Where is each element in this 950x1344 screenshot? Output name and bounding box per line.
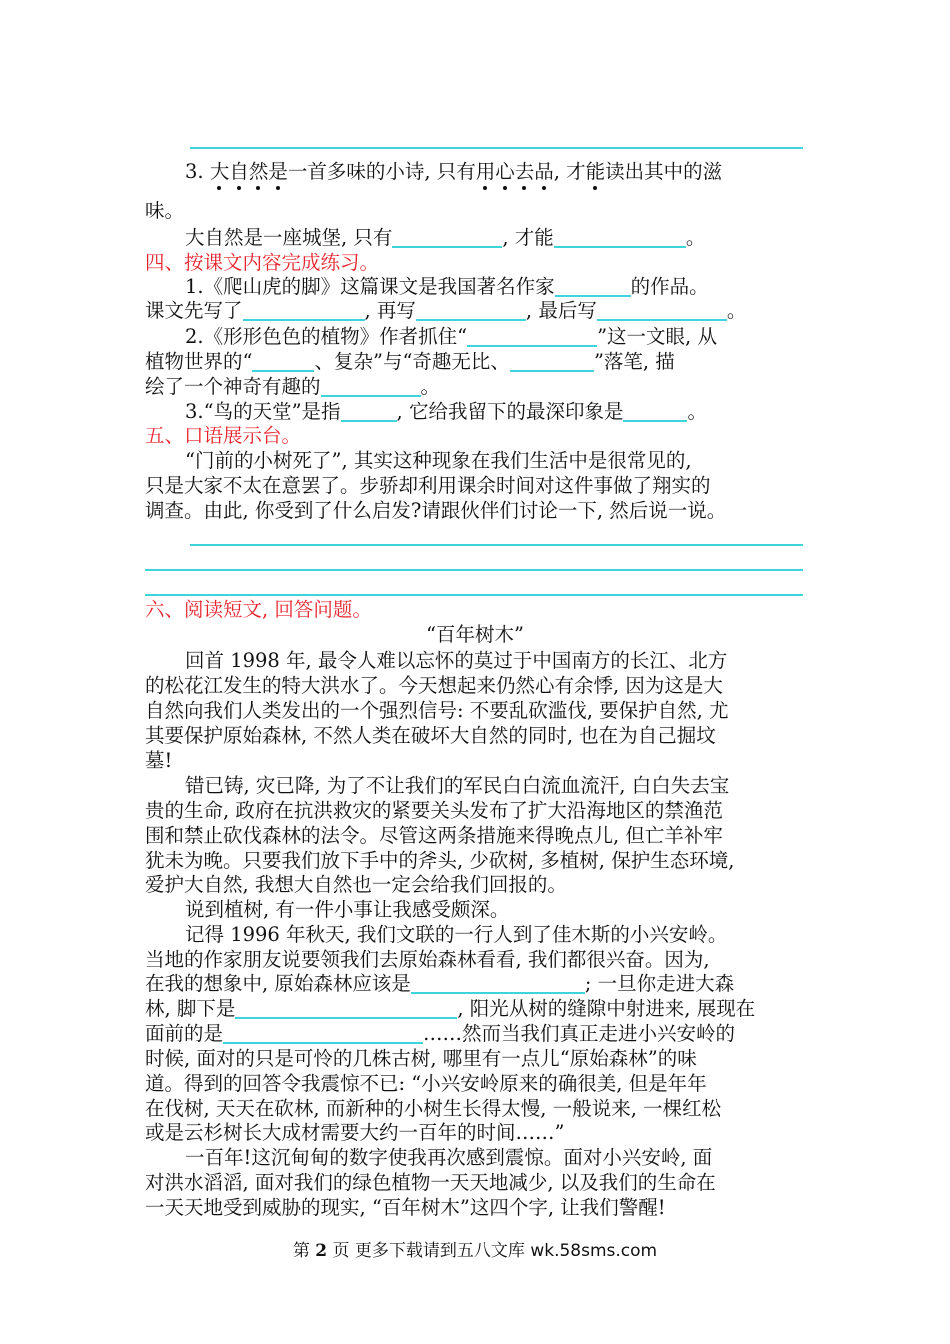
article-line: 道。得到的回答令我震惊不已: “小兴安岭原来的确很美, 但是年年 [145,1072,707,1095]
article-line: 错已铸, 灾已降, 为了不让我们的军民白白流血流汗, 白白失去宝 [185,774,730,797]
fill-blank[interactable] [252,350,314,372]
article-line: 记得 1996 年秋天, 我们文联的一行人到了佳木斯的小兴安岭。 [185,923,728,946]
article-line: 贵的生命, 政府在抗洪救灾的紧要关头发布了扩大沿海地区的禁渔范 [145,799,723,822]
article-line: 墓! [145,749,173,772]
fill-blank[interactable] [416,299,526,321]
fill-blank[interactable] [243,299,365,321]
question-3-line: 3. 大自然是 一首多味的小诗, 只有用心去品 , 才能 读出其中的滋 [145,160,845,184]
answer-line[interactable] [145,569,803,571]
fill-blank[interactable] [623,400,687,422]
section-4-q2: 2.《形形色色的植物》作者抓住“ ”这一文眼, 从 [185,325,717,348]
section-4-q2-cont: 植物世界的“ 、复杂”与“奇趣无比、 ”落笔, 描 [145,350,675,373]
fill-blank[interactable] [341,400,397,422]
emphasis-dotted-text: 大自然是 [210,160,288,183]
page-number: 2 [315,1241,328,1261]
answer-line[interactable] [190,147,803,149]
section-5-text: “门前的小树死了”, 其实这种现象在我们生活中是很常见的, [185,449,692,472]
article-line: 当地的作家朋友说要领我们去原始森林看看, 我们都很兴奋。因为, [145,948,710,971]
article-fill-line: 林, 脚下是 , 阳光从树的缝隙中射进来, 展现在 [145,997,756,1020]
article-line: 一天天地受到威胁的现实, “百年树木”这四个字, 让我们警醒! [145,1196,666,1219]
section-6-heading: 六、阅读短文, 回答问题。 [145,598,372,621]
emphasis-dotted-text: 能 [586,160,606,183]
article-title: “百年树木” [426,623,524,646]
fill-blank[interactable] [467,325,597,347]
fill-blank[interactable] [235,997,457,1019]
question-3-answer: 大自然是一座城堡, 只有 , 才能 。 [185,226,706,249]
article-line: 围和禁止砍伐森林的法令。尽管这两条措施来得晚点儿, 但亡羊补牢 [145,824,723,847]
fill-blank[interactable] [554,226,686,248]
section-4-heading: 四、按课文内容完成练习。 [145,251,380,274]
fill-blank[interactable] [223,1022,423,1044]
fill-blank[interactable] [510,350,594,372]
fill-blank[interactable] [555,275,631,297]
fill-blank[interactable] [597,299,727,321]
article-line: 自然向我们人类发出的一个强烈信号: 不要乱砍滥伐, 要保护自然, 尤 [145,699,729,722]
article-line: 犹未为晚。只要我们放下手中的斧头, 少砍树, 多植树, 保护生态环境, [145,849,735,872]
section-4-q1-cont: 课文先写了 , 再写 , 最后写 。 [145,299,747,322]
article-fill-line: 面前的是 ……然而当我们真正走进小兴安岭的 [145,1022,736,1045]
fill-blank[interactable] [321,375,421,397]
question-3-line-cont: 味。 [145,199,185,222]
article-line: 对洪水滔滔, 面对我们的绿色植物一天天地减少, 以及我们的生命在 [145,1171,716,1194]
section-5-heading: 五、口语展示台。 [145,424,302,447]
page-footer: 第 2 页 更多下载请到五八文库 wk.58sms.com [292,1241,658,1261]
footer-site-link[interactable]: wk.58sms.com [530,1241,658,1261]
article-line: 回首 1998 年, 最令人难以忘怀的莫过于中国南方的长江、北方 [185,649,728,672]
article-line: 的松花江发生的特大洪水了。今天想起来仍然心有余悸, 因为这是大 [145,674,723,697]
section-5-text: 调查。由此, 你受到了什么启发?请跟伙伴们讨论一下, 然后说一说。 [145,499,727,522]
fill-blank[interactable] [411,972,585,994]
article-line: 爱护大自然, 我想大自然也一定会给我们回报的。 [145,873,567,896]
section-4-q1: 1.《爬山虎的脚》这篇课文是我国著名作家 的作品。 [185,275,709,298]
article-fill-line: 在我的想象中, 原始森林应该是 ; 一旦你走进大森 [145,972,735,995]
section-4-q3: 3.“鸟的天堂”是指 , 它给我留下的最深印象是 。 [185,400,707,423]
article-line: 说到植树, 有一件小事让我感受颇深。 [185,898,510,921]
section-4-q2-cont2: 绘了一个神奇有趣的 。 [145,375,441,398]
answer-line[interactable] [145,594,803,596]
article-line: 一百年!这沉甸甸的数字使我再次感到震惊。面对小兴安岭, 面 [185,1146,713,1169]
article-line: 或是云杉树长大成材需要大约一百年的时间……” [145,1121,565,1144]
fill-blank[interactable] [392,226,502,248]
article-line: 其要保护原始森林, 不然人类在破坏大自然的同时, 也在为自己掘坟 [145,724,716,747]
section-5-text: 只是大家不太在意罢了。步骄却利用课余时间对这件事做了翔实的 [145,474,711,497]
emphasis-dotted-text: 用心去品 [476,160,554,183]
answer-line[interactable] [190,544,803,546]
article-line: 时候, 面对的只是可怜的几株古树, 哪里有一点儿“原始森林”的味 [145,1047,697,1070]
article-line: 在伐树, 天天在砍林, 而新种的小树生长得太慢, 一般说来, 一棵红松 [145,1097,722,1120]
